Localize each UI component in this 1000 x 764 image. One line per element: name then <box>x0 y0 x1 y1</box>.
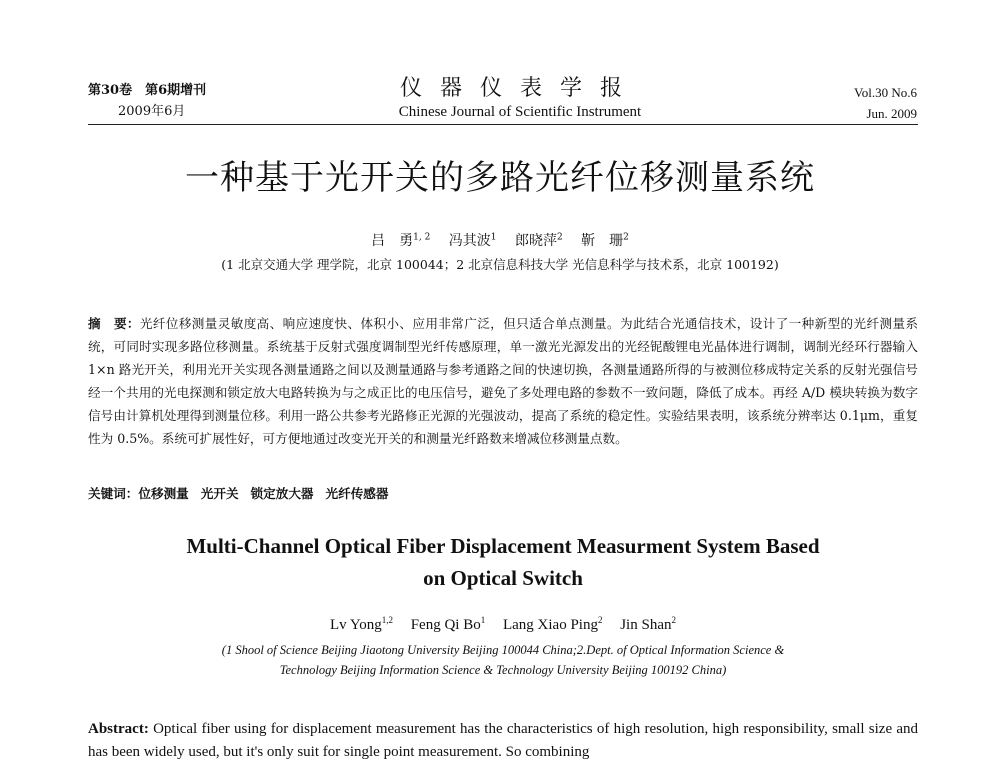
affiliation-en <box>120 640 886 680</box>
author-en: Feng Qi Bo <box>410 617 481 633</box>
author-affil-sup: 1 <box>480 615 486 625</box>
abstract-text-cn: 光纤位移测量灵敏度高、响应速度快、体积小、应用非常广泛，但只适合单点测量。为此结合光通信技术，设计了一种新型的光纤测量系统，可同时实现多路位移测量。系统基于反射式强度调制型光纤传感原理，单一激光光源发出的光经铌酸锂电光晶体进行调制，调制光经环行器输入 1×n 路光开关，利用光开关实现各测量通路之间以及测量通路与参考通路之间的快速切换，各测量通路所得的与被测位移成特定关系的反射光强信号经一个共用的光电探测和锁定放大电路转换为与之成正比的电压信号，避免了多处理电路的参数不一致问题，降低了成本。再经 A/D 模块转换为数字信号由计算机处理得到测量位移。利用一路公共参考光路修正光源的光强波动，提高了系统的稳定性。实验结果表明，该系统分辨率达 0.1μm，重复性为 0.5%。系统可扩展性好，可方便地通过改变光开关的和测量光纤路数来增减位移测量点数。 <box>88 316 919 446</box>
authors-cn <box>60 230 940 250</box>
paper-title-en-line1: Multi-Channel Optical Fiber Displacement Measurment System Based <box>186 534 820 558</box>
keywords-label-cn: 关键词： <box>88 486 139 501</box>
abstract-label-cn: 摘 要： <box>88 316 140 331</box>
journal-name-cn: 仪器仪表学报 <box>399 76 640 101</box>
abstract-text-en: Optical fiber using for displacement measurement has the characteristics of high resolution, high responsibility, small size and has been widely used, but it's only suit for single point measurement. So combining <box>88 721 919 760</box>
author-affil-sup: 1 <box>490 232 497 243</box>
author-affil-sup: 2 <box>623 232 629 243</box>
keyword: 位移测量 <box>138 486 189 501</box>
author-affil-sup: 2 <box>671 615 676 625</box>
author-cn: 吕 勇 <box>371 233 414 249</box>
keyword: 光纤传感器 <box>325 486 389 501</box>
header-center <box>360 76 680 121</box>
authors-en <box>88 615 918 634</box>
keywords-cn <box>88 483 918 502</box>
paper-title-cn: 一种基于光开关的多路光纤位移测量系统 <box>185 158 815 198</box>
author-en: Lang Xiao Ping <box>502 617 598 633</box>
journal-name-en: Chinese Journal of Scientific Instrument <box>398 104 642 120</box>
author-en: Jin Shan <box>620 617 672 633</box>
paper-title-en <box>88 530 918 594</box>
header-left <box>88 80 308 122</box>
author-affil-sup: 2 <box>556 232 563 243</box>
date-en: Jun. 2009 <box>866 106 917 121</box>
keyword: 锁定放大器 <box>250 486 314 501</box>
affiliation-en-line2: Technology Beijing Information Science & Technology University Beijing 100192 China) <box>279 663 727 677</box>
author-cn: 冯其波 <box>448 233 491 249</box>
author-cn: 郎晓萍 <box>514 233 557 249</box>
affiliation-en-line1: (1 Shool of Science Beijing Jiaotong University Beijing 100044 China;2.Dept. of Optical Information Science & <box>221 643 785 657</box>
date-cn: 2009年6月 <box>118 104 186 119</box>
volume-issue-en: Vol.30 No.6 <box>854 85 917 100</box>
header-rule <box>88 124 918 125</box>
abstract-label-en: Abstract: <box>88 721 149 737</box>
abstract-cn <box>88 312 918 450</box>
keyword: 光开关 <box>200 486 239 501</box>
header-right <box>780 82 917 124</box>
author-affil-sup: 2 <box>597 615 603 625</box>
volume-issue-cn: 第30卷 第6期增刊 <box>88 83 207 98</box>
author-affil-sup: 1, 2 <box>413 232 431 243</box>
paper-title-en-line2: on Optical Switch <box>423 566 583 590</box>
author-cn: 靳 珊 <box>581 233 624 249</box>
author-affil-sup: 1,2 <box>381 615 393 625</box>
affiliation-cn: (1 北京交通大学 理学院，北京 100044；2 北京信息科技大学 光信息科学与技术系，北京 100192) <box>221 257 779 272</box>
author-en: Lv Yong <box>330 617 382 633</box>
abstract-en <box>88 718 918 764</box>
